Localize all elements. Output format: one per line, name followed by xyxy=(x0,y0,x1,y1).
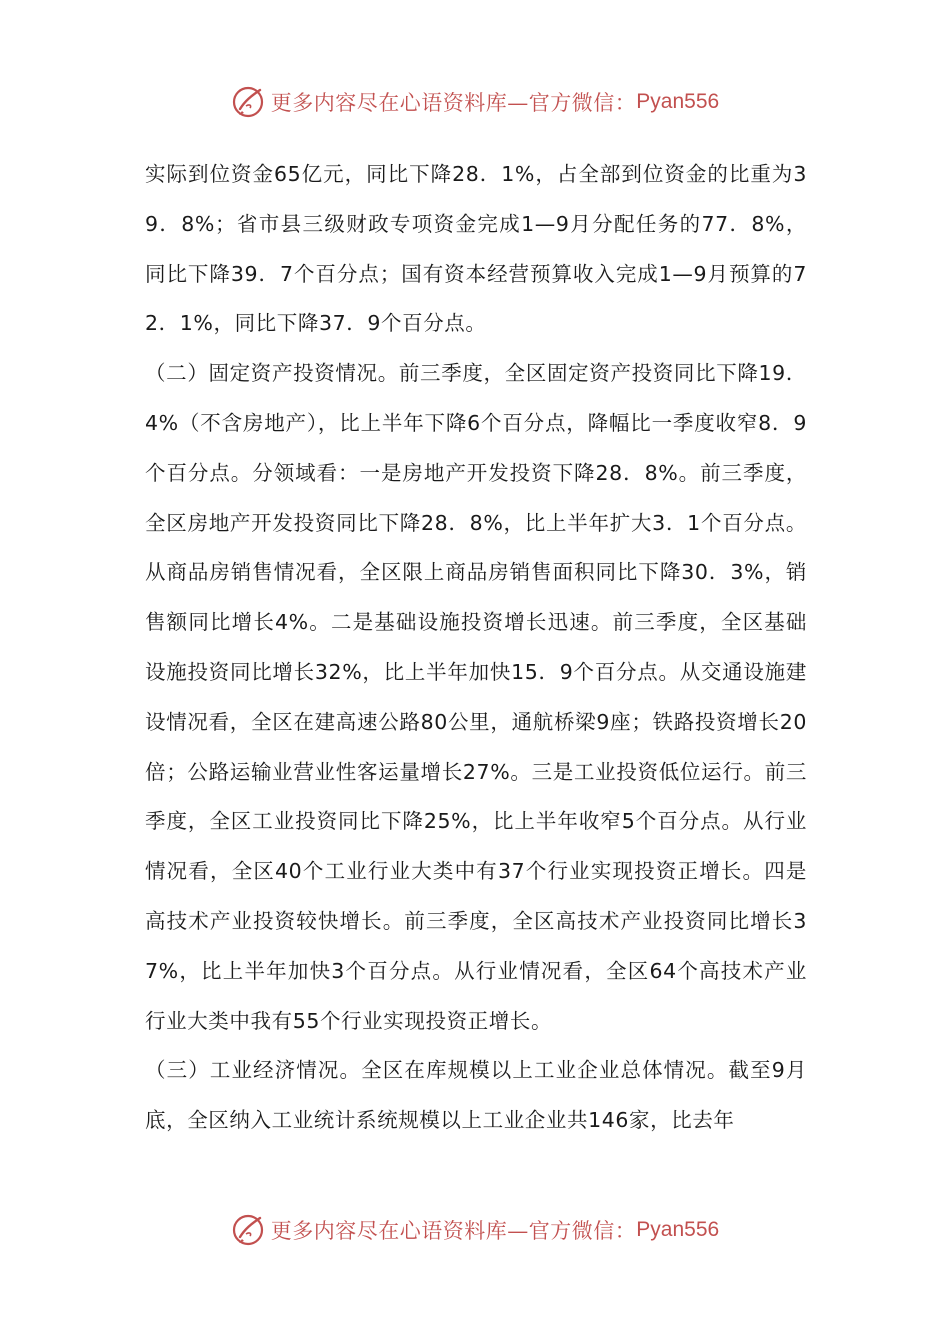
footer-watermark-banner xyxy=(0,1210,950,1250)
pen-signature-icon xyxy=(231,1212,267,1248)
banner-text: 更多内容尽在心语资料库—官方微信： xyxy=(270,1219,637,1243)
wechat-handle: Pyan556 xyxy=(636,90,720,113)
paragraph-fixed-asset-investment: （二）固定资产投资情况。前三季度，全区固定资产投资同比下降19．4%（不含房地产），比上半年下降6个百分点，降幅比一季度收窄8．9个百分点。分领域看：一是房地产开发投资下降28．8%。前三季度，全区房地产开发投资同比下降28．8%，比上半年扩大3．1个百分点。从商品房销售情况看，全区限上商品房销售面积同比下降30．3%，销售额同比增长4%。二是基础设施投资增长迅速。前三季度，全区基础设施投资同比增长32%，比上半年加快15．9个百分点。从交通设施建设情况看，全区在建高速公路80公里，通航桥梁9座；铁路投资增长20倍；公路运输业营业性客运量增长27%。三是工业投资低位运行。前三季度，全区工业投资同比下降25%，比上半年收窄5个百分点。从行业情况看，全区40个工业行业大类中有37个行业实现投资正增长。四是高技术产业投资较快增长。前三季度，全区高技术产业投资同比增长37%，比上半年加快3个百分点。从行业情况看，全区64个高技术产业行业大类中我有55个行业实现投资正增长。 xyxy=(145,361,807,1033)
wechat-handle: Pyan556 xyxy=(636,1218,720,1241)
paragraph-funding: 实际到位资金65亿元，同比下降28．1%，占全部到位资金的比重为39．8%；省市县三级财政专项资金完成1—9月分配任务的77．8%，同比下降39．7个百分点；国有资本经营预算收入完成1—9月预算的72．1%，同比下降37．9个百分点。 xyxy=(145,162,807,336)
header-watermark-banner xyxy=(0,82,950,122)
document-body xyxy=(145,150,807,1146)
pen-signature-icon xyxy=(231,84,267,120)
paragraph-industrial-economy: （三）工业经济情况。全区在库规模以上工业企业总体情况。截至9月底，全区纳入工业统计系统规模以上工业企业共146家，比去年 xyxy=(145,1058,807,1133)
banner-text: 更多内容尽在心语资料库—官方微信： xyxy=(270,91,637,115)
